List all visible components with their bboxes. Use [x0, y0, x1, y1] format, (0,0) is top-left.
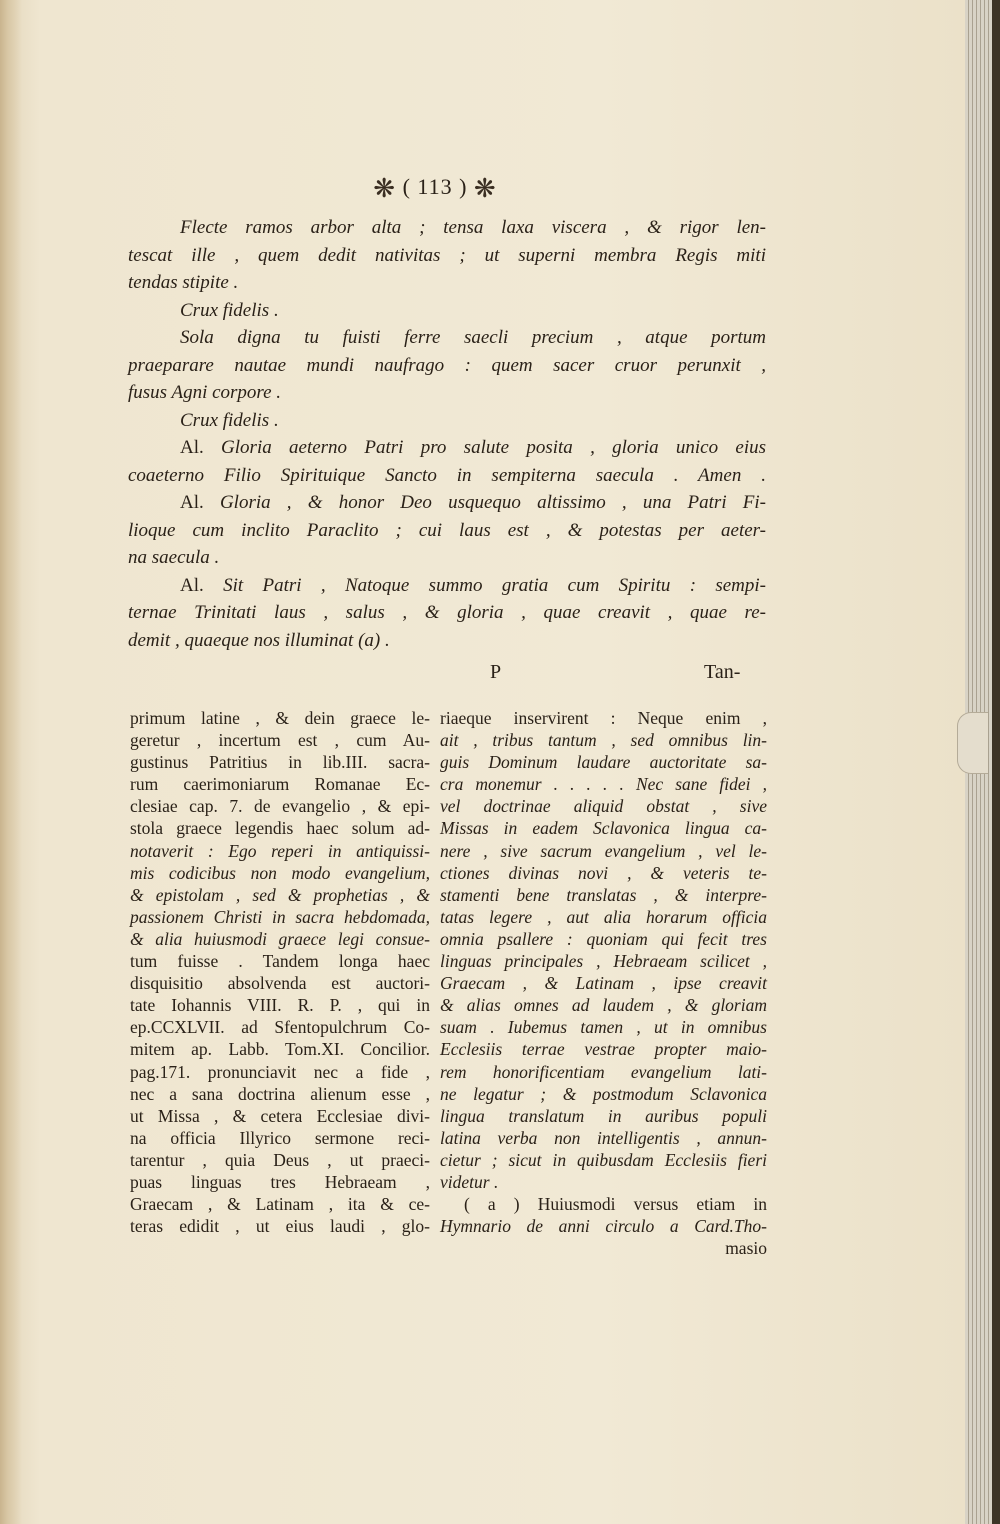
- footnote-line: gustinus Patritius in lib.III. sacra-: [130, 752, 430, 773]
- poem-line: Crux fidelis .: [180, 409, 279, 431]
- footnote-line: linguas principales , Hebraeam scilicet ,: [440, 951, 767, 972]
- al-label: Al.: [180, 574, 204, 596]
- footnote-line: cietur ; sicut in quibusdam Ecclesiis fieri: [440, 1149, 767, 1170]
- footnote-line: tum fuisse . Tandem longa haec: [130, 951, 430, 972]
- poem-line-al: [128, 572, 766, 600]
- poem-line: tendas stipite .: [128, 272, 239, 293]
- footnote-line: stola graece legendis haec solum ad-: [130, 818, 430, 839]
- footnote-line: ctiones divinas novi , & veteris te-: [440, 862, 767, 883]
- footnote-line: & alias omnes ad laudem , & gloriam: [440, 995, 767, 1016]
- footnote-line: notaverit : Ego reperi in antiquissi-: [130, 840, 430, 861]
- footnote-line: geretur , incertum est , cum Au-: [130, 730, 430, 751]
- footnote-line: ep.CCXLVII. ad Sfentopulchrum Co-: [130, 1017, 430, 1038]
- footnote-line: videtur .: [440, 1171, 499, 1192]
- al-label: Al.: [180, 437, 204, 458]
- footnote-line: rem honorificentiam evangelium lati-: [440, 1061, 767, 1082]
- footnote-line: primum latine , & dein graece le-: [130, 708, 430, 728]
- poem-line: Sola digna tu fuisti ferre saecli precium , atque portum: [180, 327, 766, 348]
- footnote-line: ait , tribus tantum , sed omnibus lin-: [440, 730, 767, 751]
- poem-line-text: Sit Patri , Natoque summo gratia cum Spiritu : sempi-: [223, 574, 767, 596]
- footnote-column-right: [440, 707, 767, 1259]
- footnote-line: na officia Illyrico sermone reci-: [130, 1127, 430, 1148]
- footnote-column-left: [130, 707, 430, 1237]
- footnote-line: mitem ap. Labb. Tom.XI. Concilior.: [130, 1039, 430, 1060]
- footnote-a-line: masio: [725, 1238, 767, 1259]
- poem-line: ternae Trinitati laus , salus , & gloria , quae creavit , quae re-: [128, 602, 766, 623]
- footnote-line: clesiae cap. 7. de evangelio , & epi-: [130, 796, 430, 817]
- poem-line-al: [128, 489, 766, 517]
- footnote-line: disquisitio absolvenda est auctori-: [130, 973, 430, 994]
- page-number: ( 113 ): [402, 174, 468, 200]
- poem-line: demit , quaeque nos illuminat (a) .: [128, 629, 390, 651]
- poem-line: praeparare nautae mundi naufrago : quem sacer cruor perunxit ,: [128, 354, 766, 376]
- footnote-line: omnia psallere : quoniam qui fecit tres: [440, 928, 767, 949]
- footnote-line: passionem Christi in sacra hebdomada,: [130, 906, 430, 927]
- poem-line-text: Gloria , & honor Deo usquequo altissimo , una Patri Fi-: [219, 492, 766, 513]
- footnote-line: ut Missa , & cetera Ecclesiae divi-: [130, 1105, 430, 1126]
- ornament-right-icon: ❋: [473, 174, 497, 203]
- footnote-line: tate Iohannis VIII. R. P. , qui in: [130, 995, 430, 1016]
- footnote-line: vel doctrinae aliquid obstat , sive: [440, 796, 767, 817]
- footnote-line: guis Dominum laudare auctoritate sa-: [440, 752, 767, 773]
- footnote-line: rum caerimoniarum Romanae Ec-: [130, 774, 430, 795]
- footnote-a-line: ( a ) Huiusmodi versus etiam in: [464, 1194, 767, 1215]
- poem-line: Flecte ramos arbor alta ; tensa laxa viscera , & rigor len-: [180, 217, 766, 238]
- footnote-line: & epistolam , sed & prophetias , &: [130, 884, 430, 905]
- footnote-line: Graecam , & Latinam , ita & ce-: [130, 1194, 430, 1215]
- book-clip-tab: [957, 712, 988, 774]
- footnote-line: suam . Iubemus tamen , ut in omnibus: [440, 1017, 767, 1038]
- footnote-a-line: Hymnario de anni circulo a Card.Tho-: [440, 1216, 767, 1237]
- footnote-line: lingua translatum in auribus populi: [440, 1105, 767, 1126]
- footnote-line: cra monemur . . . . . Nec sane fidei ,: [440, 774, 767, 795]
- footnote-line: ne legatur ; & postmodum Sclavonica: [440, 1083, 767, 1104]
- footnote-line: Ecclesiis terrae vestrae propter maio-: [440, 1039, 767, 1060]
- footnote-line: nere , sive sacrum evangelium , vel le-: [440, 840, 767, 861]
- signature-mark: P: [490, 661, 502, 683]
- footnote-line: teras edidit , ut eius laudi , glo-: [130, 1216, 430, 1237]
- page-header: [0, 174, 870, 204]
- ornament-left-icon: ❋: [373, 174, 397, 203]
- footnote-line: tarentur , quia Deus , ut praeci-: [130, 1149, 430, 1170]
- poem-line: coaeterno Filio Spirituique Sancto in sempiterna saecula . Amen .: [128, 464, 766, 486]
- footnote-line: nec a sana doctrina alienum esse ,: [130, 1083, 430, 1104]
- poem-line: na saecula .: [128, 547, 220, 568]
- footnote-line: latina verba non intelligentis , annun-: [440, 1127, 767, 1148]
- footnote-line: mis codicibus non modo evangelium,: [130, 862, 430, 883]
- poem-line: lioque cum inclito Paraclito ; cui laus est , & potestas per aeter-: [128, 519, 766, 541]
- al-label: Al.: [180, 492, 204, 513]
- poem-line: tescat ille , quem dedit nativitas ; ut superni membra Regis miti: [128, 244, 766, 266]
- gutter-shadow: [0, 0, 22, 1524]
- footnote-line: Graecam , & Latinam , ipse creavit: [440, 973, 767, 994]
- footnote-line: stamenti bene translatas , & interpre-: [440, 884, 767, 905]
- footnote-line: tatas legere , aut alia horarum officia: [440, 906, 767, 927]
- poem-line-text: Gloria aeterno Patri pro salute posita , gloria unico eius: [221, 437, 766, 458]
- poem-line-al: [128, 434, 766, 462]
- footnote-line: & alia huiusmodi graece legi consue-: [130, 928, 430, 949]
- footnote-line: pag.171. pronunciavit nec a fide ,: [130, 1061, 430, 1082]
- footnote-line: puas linguas tres Hebraeam ,: [130, 1171, 430, 1192]
- hymn-text: [128, 214, 766, 654]
- poem-line: Crux fidelis .: [180, 299, 279, 321]
- catchword: Tan-: [704, 661, 741, 683]
- footnote-line: riaeque inservirent : Neque enim ,: [440, 708, 767, 728]
- poem-line: fusus Agni corpore .: [128, 382, 282, 403]
- footnote-line: Missas in eadem Sclavonica lingua ca-: [440, 818, 767, 839]
